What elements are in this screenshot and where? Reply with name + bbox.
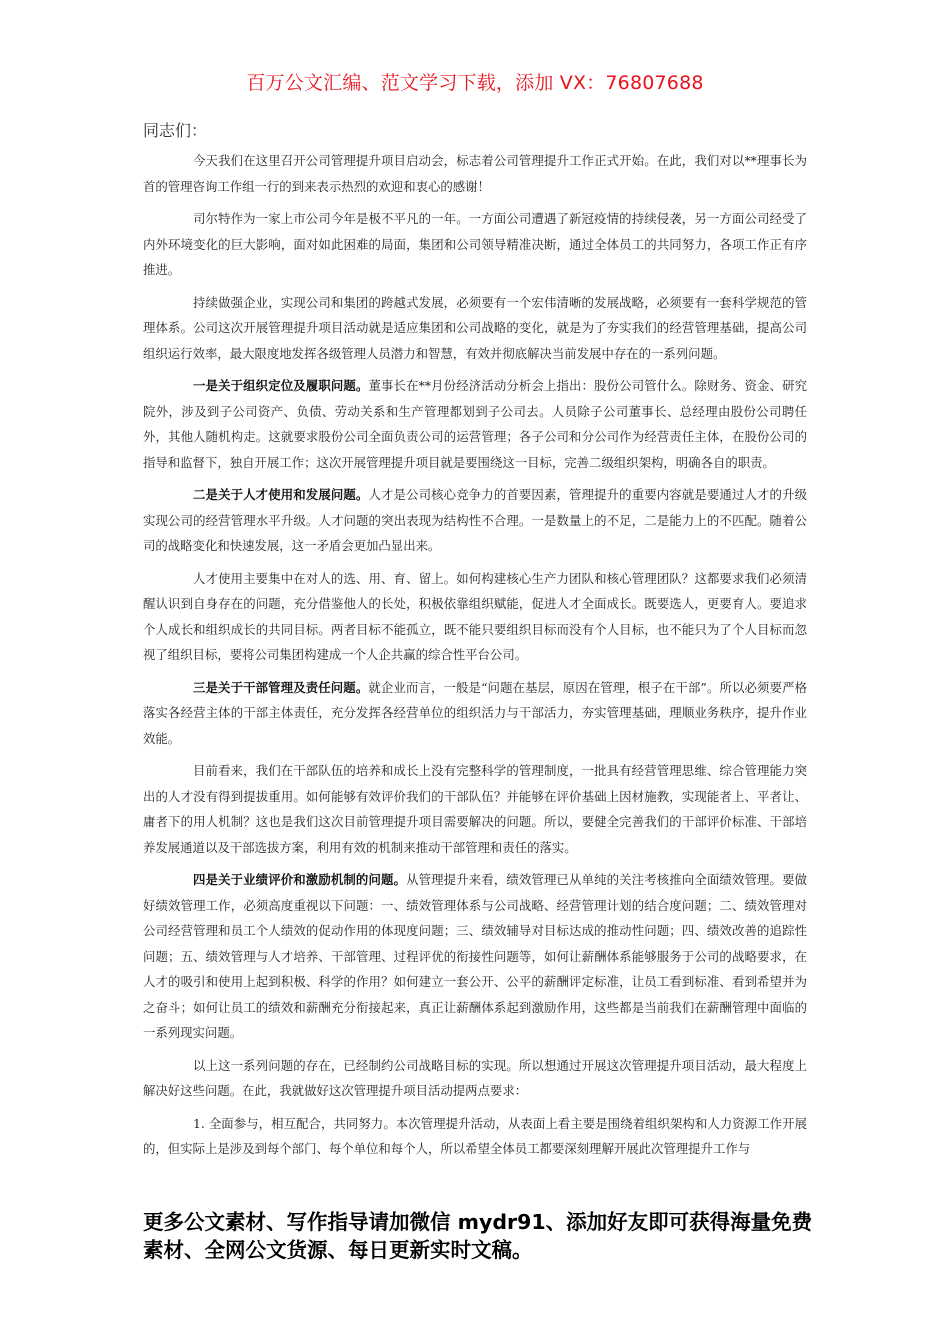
paragraph-text: 1. 全面参与，相互配合，共同努力。本次管理提升活动，从表面上看主要是围绕着组织架构和人力资源工作开展的，但实际上是涉及到每个部门、每个单位和每个人，所以希望全体员工都要深刻理解开展此次管理提升工作与 (143, 1115, 807, 1156)
paragraph-lead: 四是关于业绩评价和激励机制的问题。 (193, 872, 407, 887)
paragraph-lead: 三是关于干部管理及责任问题。 (193, 679, 369, 695)
paragraph-1 (143, 148, 807, 199)
paragraph-text: 董事长在**月份经济活动分析会上指出：股份公司管什么。除财务、资金、研究院外，涉及到子公司资产、负债、劳动关系和生产管理都划到子公司去。人员除子公司董事长、总经理由股份公司聘任外，其他人随机构走。这就要求股份公司全面负责公司的运营管理；各子公司和分公司作为经营责任主体，在股份公司的指导和监督下，独自开展工作；这次开展管理提升项目就是要围绕这一目标，完善二级组织架构，明确各自的职责。 (143, 378, 808, 470)
header-banner: 百万公文汇编、范文学习下载，添加 VX：76807688 (246, 72, 704, 94)
paragraph-text: 人才使用主要集中在对人的选、用、育、留上。如何构建核心生产力团队和核心管理团队？这都要求我们必须清醒认识到自身存在的问题，充分借鉴他人的长处，积极依靠组织赋能，促进人才全面成长。既要选人，更要育人。要追求个人成长和组织成长的共同目标。两者目标不能孤立，既不能只要组织目标而没有个人目标，也不能只为了个人目标而忽视了组织目标，要将公司集团构建成一个人企共赢的综合性平台公司。 (143, 570, 807, 662)
paragraph-8 (143, 758, 807, 860)
paragraph-lead: 一是关于组织定位及履职问题。 (193, 378, 369, 393)
paragraph-3 (143, 290, 807, 367)
paragraph-7 (143, 675, 807, 752)
paragraph-10 (143, 1053, 807, 1104)
paragraph-text: 从管理提升来看，绩效管理已从单纯的关注考核推向全面绩效管理。要做好绩效管理工作，必须高度重视以下问题：一、绩效管理体系与公司战略、经营管理计划的结合度问题；二、绩效管理对公司经营管理和员工个人绩效的促动作用的体现度问题；三、绩效辅导对目标达成的推动性问题；四、绩效改善的追踪性问题；五、绩效管理与人才培养、干部管理、过程评优的衔接性问题等，如何让薪酬体系能够服务于公司的战略要求，在人才的吸引和使用上起到积极、科学的作用？如何建立一套公开、公平的薪酬评定标准，让员工看到标准、看到希望并为之奋斗；如何让员工的绩效和薪酬充分衔接起来，真正让薪酬体系起到激励作用，这些都是当前我们在薪酬管理中面临的一系列现实问题。 (143, 872, 808, 1040)
paragraph-5 (143, 482, 807, 559)
paragraph-11 (143, 1111, 807, 1162)
paragraph-4 (143, 373, 807, 475)
paragraph-2 (143, 206, 807, 283)
paragraph-text: 今天我们在这里召开公司管理提升项目启动会，标志着公司管理提升工作正式开始。在此，我们对以**理事长为首的管理咨询工作组一行的到来表示热烈的欢迎和衷心的感谢！ (143, 153, 807, 194)
paragraph-text: 人才是公司核心竞争力的首要因素，管理提升的重要内容就是要通过人才的升级实现公司的经营管理水平升级。人才问题的突出表现为结构性不合理。一是数量上的不足，二是能力上的不匹配。随着公司的战略变化和快速发展，这一矛盾会更加凸显出来。 (143, 487, 808, 553)
paragraph-text: 就企业而言，一般是“问题在基层，原因在管理，根子在干部”。所以必须要严格落实各经营主体的干部主体责任，充分发挥各经营单位的组织活力与干部活力，夯实管理基础，理顺业务秩序，提升作业效能。 (143, 679, 808, 746)
paragraph-text: 目前看来，我们在干部队伍的培养和成长上没有完整科学的管理制度，一批具有经营管理思维、综合管理能力突出的人才没有得到提拔重用。如何能够有效评价我们的干部队伍？并能够在评价基础上因材施教，实现能者上、平者让、庸者下的用人机制？这也是我们这次目前管理提升项目需要解决的问题。所以，要健全完善我们的干部评价标准、干部培养发展通道以及干部选拔方案，利用有效的机制来推动干部管理和责任的落实。 (143, 763, 807, 855)
salutation: 同志们： (143, 121, 208, 140)
paragraph-9 (143, 867, 807, 1046)
paragraph-text: 持续做强企业，实现公司和集团的跨越式发展，必须要有一个宏伟清晰的发展战略，必须要有一套科学规范的管理体系。公司这次开展管理提升项目活动就是适应集团和公司战略的变化，就是为了夯实我们的经营管理基础，提高公司组织运行效率，最大限度地发挥各级管理人员潜力和智慧，有效并彻底解决当前发展中存在的一系列问题。 (143, 294, 807, 361)
paragraph-text: 司尔特作为一家上市公司今年是极不平凡的一年。一方面公司遭遇了新冠疫情的持续侵袭，另一方面公司经受了内外环境变化的巨大影响，面对如此困难的局面，集团和公司领导精准决断，通过全体员工的共同努力，各项工作正有序推进。 (143, 211, 807, 277)
paragraph-text: 以上这一系列问题的存在，已经制约公司战略目标的实现。所以想通过开展这次管理提升项目活动，最大程度上解决好这些问题。在此，我就做好这次管理提升项目活动提两点要求： (143, 1057, 807, 1098)
paragraph-lead: 二是关于人才使用和发展问题。 (193, 487, 369, 502)
document-body (143, 148, 807, 1169)
footer-promo: 更多公文素材、写作指导请加微信 mydr91、添加好友即可获得海量免费素材、全网公文货源、每日更新实时文稿。 (143, 1210, 813, 1262)
paragraph-6 (143, 566, 807, 668)
